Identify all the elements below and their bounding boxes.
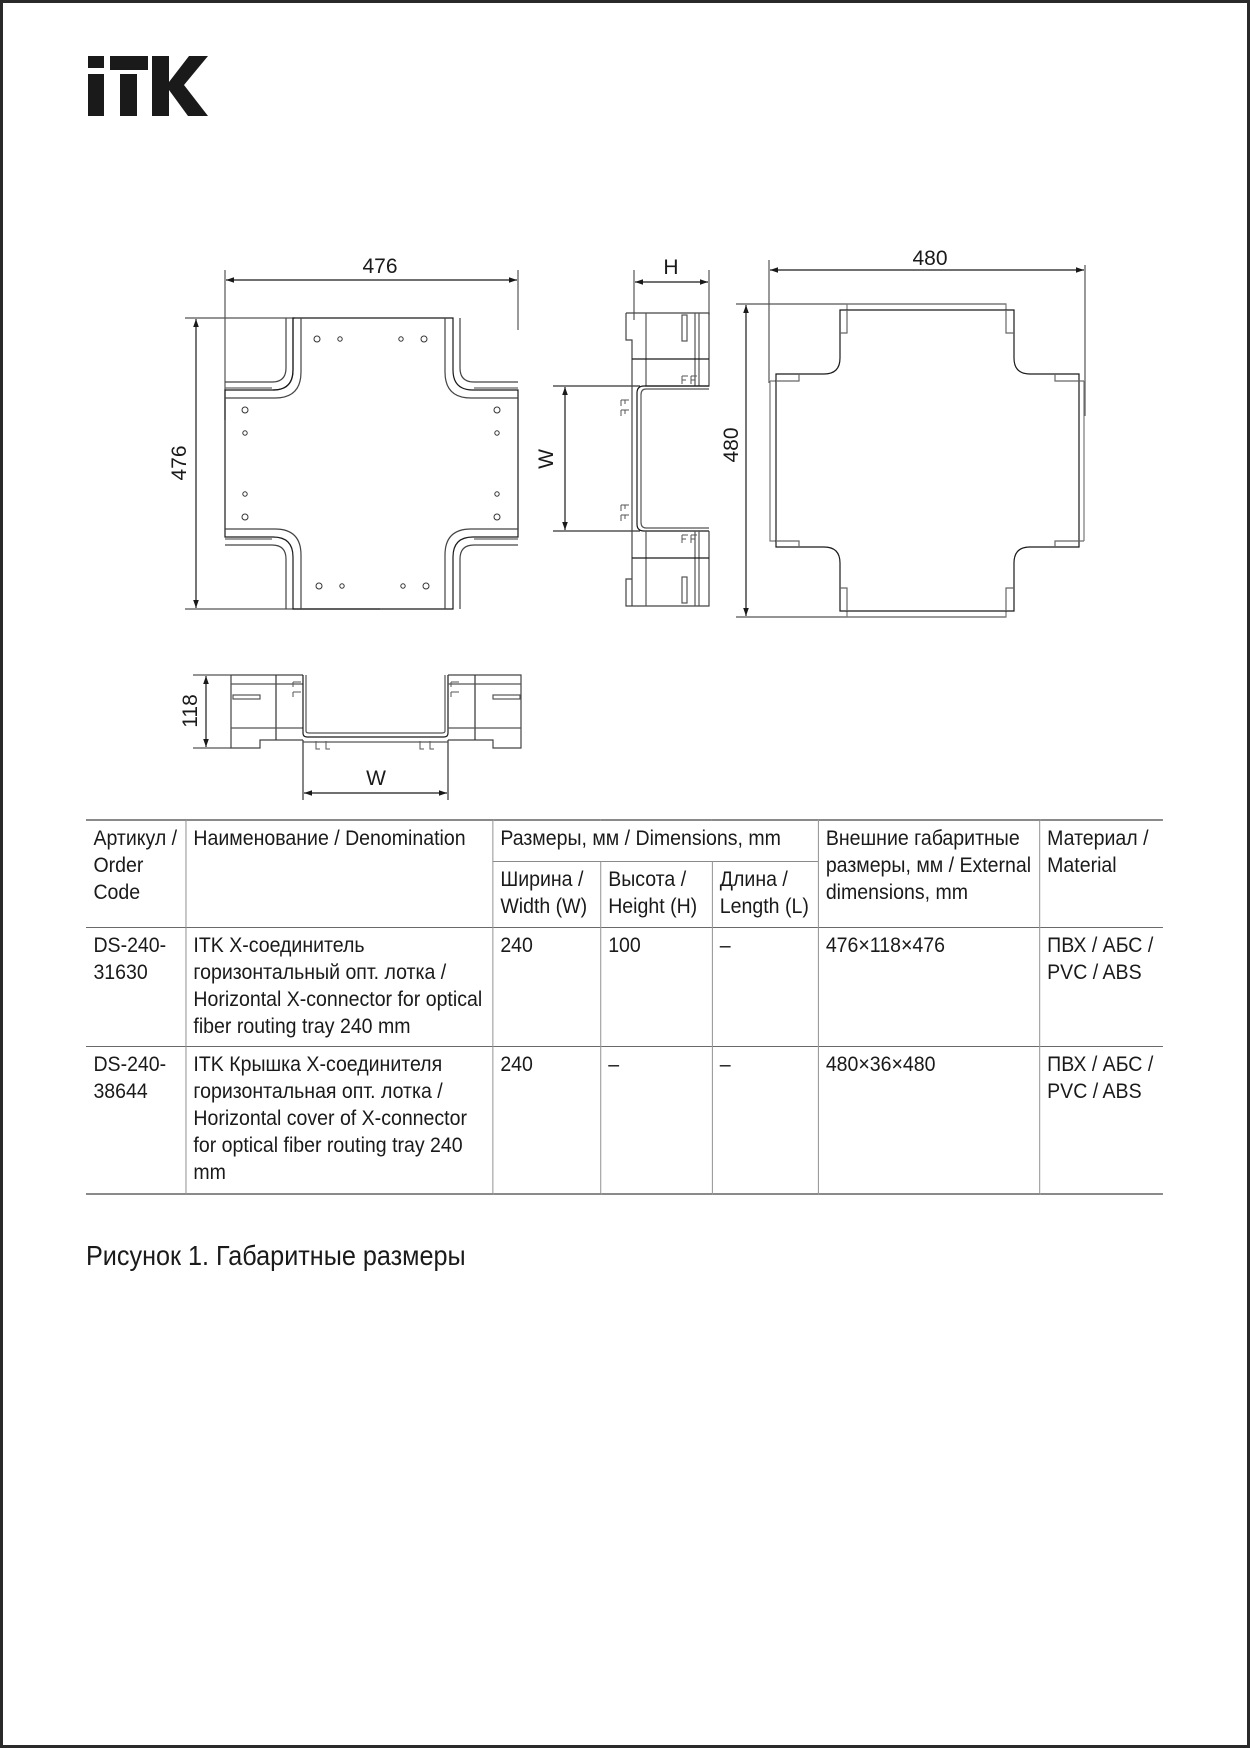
cell-denomination: ITK Крышка Х-соединителя горизонтальная опт. лотка / Horizontal cover of X-connector for optical fiber routing tray 240 mm — [186, 1047, 493, 1195]
top-view — [185, 270, 518, 609]
cell-order-code: DS-240-38644 — [86, 1047, 186, 1195]
table-row — [86, 1047, 1163, 1195]
figure-caption: Рисунок 1. Габаритные размеры — [86, 1240, 466, 1271]
header-length: Длина / Length (L) — [712, 862, 818, 928]
cell-length: – — [712, 928, 818, 1047]
table-header-row — [86, 820, 1163, 862]
cell-length: – — [712, 1047, 818, 1195]
cell-height: 100 — [600, 928, 712, 1047]
cell-material: ПВХ / АБС / PVC / ABS — [1039, 1047, 1163, 1195]
front-view-height-label: 118 — [179, 694, 202, 728]
cell-external-dimensions: 480×36×480 — [818, 1047, 1039, 1195]
header-denomination: Наименование / Denomination — [186, 820, 493, 928]
header-height: Высота / Height (H) — [600, 862, 712, 928]
cell-width: 240 — [492, 928, 600, 1047]
cell-height: – — [600, 1047, 712, 1195]
side-view-h-label: H — [663, 256, 679, 279]
technical-drawing — [0, 0, 1250, 800]
side-view-height-label: 480 — [720, 427, 743, 463]
spec-table — [86, 819, 1163, 1195]
front-view-w-label: W — [366, 767, 386, 790]
header-material: Материал / Material — [1039, 820, 1163, 928]
header-order-code: Артикул / Order Code — [86, 820, 186, 928]
table-row — [86, 928, 1163, 1047]
top-view-width-label: 476 — [362, 255, 398, 278]
cell-material: ПВХ / АБС / PVC / ABS — [1039, 928, 1163, 1047]
cell-denomination: ITK Х-соединитель горизонтальный опт. лотка / Horizontal X-connector for optical fiber routing tray 240 mm — [186, 928, 493, 1047]
cell-external-dimensions: 476×118×476 — [818, 928, 1039, 1047]
top-view-height-label: 476 — [168, 445, 191, 481]
header-dimensions: Размеры, мм / Dimensions, mm — [492, 820, 818, 862]
header-external-dimensions: Внешние габаритные размеры, мм / External dimensions, mm — [818, 820, 1039, 928]
cover-view — [736, 260, 1085, 617]
cell-width: 240 — [492, 1047, 600, 1195]
header-width: Ширина / Width (W) — [492, 862, 600, 928]
front-view — [193, 675, 521, 800]
side-view-w-label: W — [535, 449, 558, 469]
side-view — [553, 270, 709, 606]
cell-order-code: DS-240-31630 — [86, 928, 186, 1047]
cover-view-width-label: 480 — [912, 247, 948, 270]
